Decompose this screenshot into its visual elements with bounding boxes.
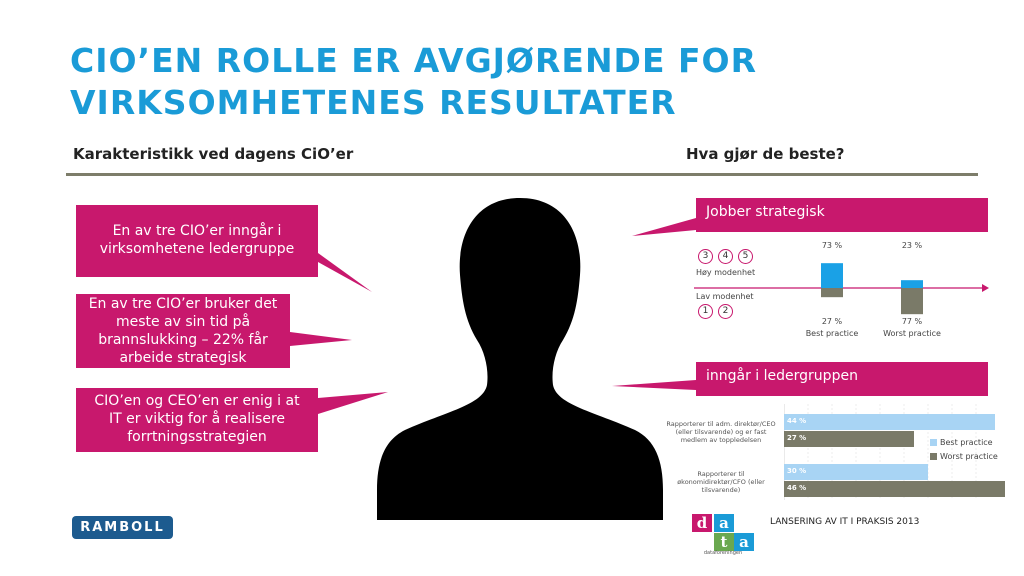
title-line-2: VIRKSOMHETENES RESULTATER — [70, 83, 677, 122]
callout-2-tail — [290, 332, 352, 346]
label-low-0: 27 % — [821, 317, 843, 326]
low-number-2: 2 — [718, 304, 733, 319]
data-logo-letter-t: t — [714, 533, 734, 551]
callout-2: En av tre CIO’er bruker det meste av sin tid på brannslukking – 22% får arbeide strategisk — [76, 294, 290, 368]
legend-worst: Worst practice — [930, 452, 998, 461]
title-line-1: CIO’EN ROLLE ER AVGJØRENDE FOR — [70, 41, 757, 80]
panel2-tail — [612, 380, 696, 390]
bar-low-1 — [901, 288, 923, 314]
callout-3-tail — [318, 392, 388, 414]
left-heading: Karakteristikk ved dagens CiO’er — [73, 145, 354, 163]
callout-1: En av tre CIO’er inngår i virksomhetene ledergruppe — [76, 205, 318, 277]
high-number-5: 5 — [738, 249, 753, 264]
column-name-0: Best practice — [805, 329, 859, 338]
callout-3: CIO’en og CEO’en er enig i at IT er viktig for å realisere forrtningsstrategien — [76, 388, 318, 452]
data-logo-letter-d: d — [692, 514, 712, 532]
bar-high-1 — [901, 280, 923, 288]
high-number-4: 4 — [718, 249, 733, 264]
label-low-1: 77 % — [901, 317, 923, 326]
low-maturity-label: Lav modenhet — [696, 292, 754, 301]
panel2-banner: inngår i ledergruppen — [696, 362, 988, 396]
data-logo-letter-a: a — [714, 514, 734, 532]
group-1-label: Rapporterer til adm. direktør/CEO (eller tilsvarende) og er fast medlem av toppledelsen — [666, 420, 776, 444]
data-logo-caption: dataforeningen — [703, 550, 743, 556]
label-high-1: 23 % — [901, 241, 923, 250]
group-2-label: Rapporterer til økonomidirektør/CFO (eller tilsvarende) — [677, 470, 765, 494]
group-1-best-bar: 44 % — [784, 414, 995, 430]
group-2-worst-bar: 46 % — [784, 481, 1005, 497]
label-high-0: 73 % — [821, 241, 843, 250]
panel1-banner: Jobber strategisk — [696, 198, 988, 232]
panel1-chart — [690, 236, 990, 340]
right-heading: Hva gjør de beste? — [686, 145, 845, 163]
column-name-1: Worst practice — [883, 329, 941, 338]
group-1-worst-bar: 27 % — [784, 431, 914, 447]
panel1-tail — [632, 218, 696, 236]
bar-high-0 — [821, 263, 843, 288]
group-2-best-bar: 30 % — [784, 464, 928, 480]
legend-best: Best practice — [930, 438, 993, 447]
maturity-axis-arrow — [982, 284, 989, 292]
bar-low-0 — [821, 288, 843, 297]
data-logo — [692, 514, 754, 554]
data-logo-letter-a2: a — [734, 533, 754, 551]
low-number-1: 1 — [698, 304, 713, 319]
high-maturity-label: Høy modenhet — [696, 268, 756, 277]
ramboll-logo: RAMBOLL — [72, 516, 173, 539]
footer-text: LANSERING AV IT I PRAKSIS 2013 — [770, 517, 920, 527]
high-number-3: 3 — [698, 249, 713, 264]
